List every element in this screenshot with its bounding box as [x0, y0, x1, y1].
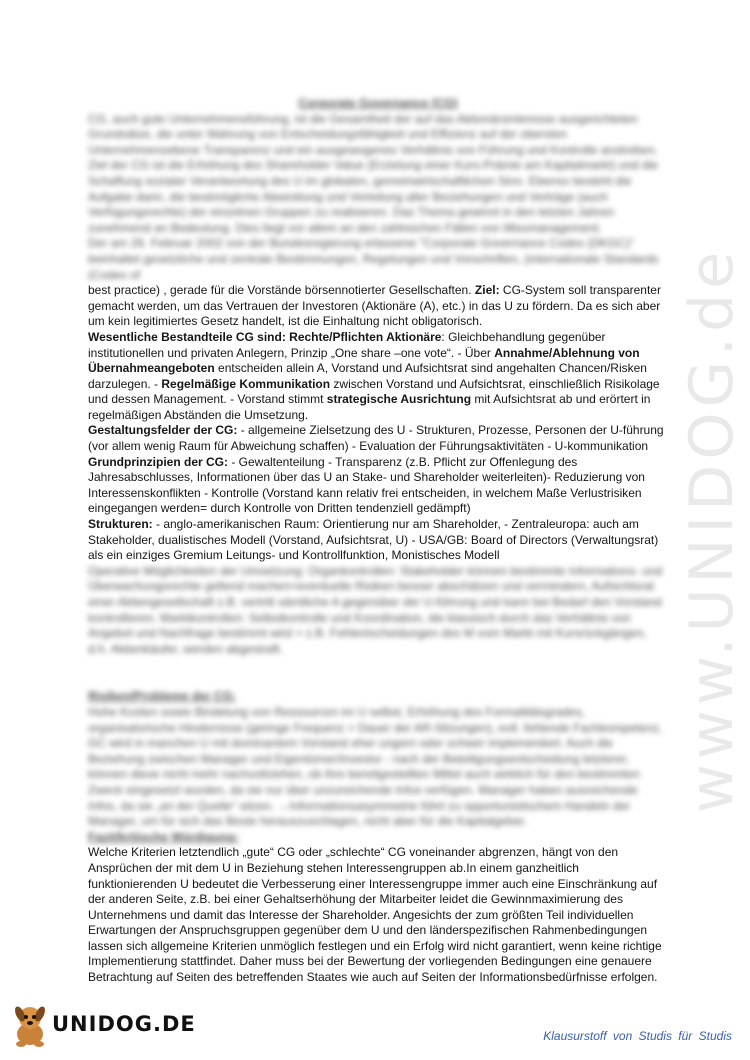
document-title: Corporate Governance (CG)	[298, 96, 458, 110]
strukturen-paragraph	[88, 517, 668, 564]
bestandteile-label: Wesentliche Bestandteile CG sind: Rechte/Pflichten Aktionäre	[88, 329, 442, 344]
site-watermark: www.UNIDOG.de	[677, 246, 747, 814]
gestaltungsfelder-paragraph	[88, 423, 668, 454]
visible-content	[88, 283, 668, 564]
logo-text: UNIDOG.DE	[52, 1012, 196, 1036]
blurred-paragraph: Der am 26. Februar 2002 von der Bundesregierung erlassene "Corporate Governance Codex (DKGC)" beinhaltet gesetzliche und zentrale Bestimmungen, Regelungen und Vorschriften, (internationale Standards (Codes of	[88, 236, 659, 282]
strukturen-label: Strukturen:	[88, 517, 153, 532]
blurred-paragraph: Ziel der CG ist die Erhöhung des Shareholder Value (Erzielung einer Kurs-Prämie am Kapitalmarkt) und die Schaffung sozialer Verantwortung des U im globalen, gemeinwirtschaftlichen Sinn. Ebenso besteht die Aufgabe darin, die bestmögliche Abwicklung und Verteilung aller Beziehungen und Verträge (auch Verfügungsrechte) der einzelnen Gruppen zu realisieren. Das Thema gewinnt in den letzten Jahren zunehmend an Bedeutung. Dies liegt vor allem an den zahlreichen Fällen von Missmanagement.	[88, 158, 659, 235]
unidog-logo	[6, 1002, 196, 1052]
grundprinzipien-label: Grundprinzipien der CG:	[88, 454, 228, 469]
ziel-label: Ziel:	[474, 283, 500, 298]
blurred-heading: Risiken/Probleme der CG:	[88, 689, 237, 704]
blurred-heading: Fazit/kritische Würdigung:	[88, 829, 239, 844]
blurred-paragraph: CG, auch gute Unternehmensführung, ist die Gesamtheit der auf das Aktionärsinteresse ausgerichteten Grundsätze, die unter Wahrung von Entscheidungsfähigkeit und Effizienz auf der obersten Unternehmensebene Transparenz und ein ausgewogenes Verhältnis von Führung und Kontrolle anstreben.	[88, 111, 658, 157]
blurred-middle	[88, 564, 668, 846]
fazit-section	[88, 845, 668, 985]
ziel-paragraph	[88, 283, 668, 330]
bestandteile-text: : Gleichbehandlung gegenüber institutionellen und privaten Anlegern, Prinzip „One share –one vote“. - Über	[88, 329, 606, 360]
bestandteile-text: entscheiden allein A, Vorstand und Aufsichtsrat sind angehalten Chancen/Risken darzulegen. -	[88, 361, 647, 391]
bestandteile-bold: Regelmäßige Kommunikation	[161, 376, 331, 391]
fazit-paragraph: Welche Kriterien letztendlich „gute“ CG oder „schlechte“ CG voneinander abgrenzen, hängt von den Ansprüchen der mit dem U in Beziehung stehen Interessengruppen ab.In einem ganzheitlich funktionierenden U bedeutet die Verbesserung einer Interessengruppe immer auch eine Einschränkung auf der anderen Seite, z.B. bei einer Gehaltserhöhung der Mitarbeiter leidet die Gewinnmaximierung des Unternehmens und damit das Interesse der Shareholder. Angesichts der zum größten Teil individuellen Erwartungen der Anspruchsgruppen gegenüber dem U und den länderspezifischen Rahmenbedingungen lassen sich allgemeine Kriterien unmöglich festlegen und ein Erfolg wird nicht garantiert, wenn keine richtige Implementierung stattfindet. Daher muss bei der Bewertung der vorliegenden Bedingungen eine genauere Betrachtung auf Seiten des betreffenden Staates wie auch auf Seiten der Informationsbedürfnisse erfolgen.	[88, 845, 662, 985]
blurred-paragraph: Hohe Kosten sowie Bindelung von Ressourcen im U selbst, Erhöhung des Formalitätsgrades, organisatorische Hindernisse (geringe Frequenz = Dauer der AR-Sitzungen), evtl. fehlende Fachkompetenz, GC wird in manchen U mit dominantem Vorstand eher ungern oder schwer implementiert. Auch die Beziehung zwischen Manager und Eigentümer/Investor - nach der Beteiligungsentscheidung letzterer, können diese nicht mehr nachvollziehen, ob ihre bereitgestellten Mittel auch wirklich für den bestimmten Zweck eingesetzt wurden, da sie nur über unzureichende Infos verfügen. Manager haben ausreichende Infos, da sie „an der Quelle“ sitzen. →Informationsasymmetrie führt zu opportunistischem Handeln der Manager, um für sich das Beste herauszuschlagen, nicht aber für die Kapitalgeber.	[88, 704, 662, 829]
ziel-text: CG-System soll transparenter gemacht werden, um das Vertrauen der Investoren (Aktionäre (A), etc.) in das U zu fördern. Da es sich aber um kein legitimiertes Gesetz handelt, ist die Einhaltung nicht obligatorisch.	[88, 283, 661, 329]
bestandteile-text: zwischen Vorstand und Aufsichtsrat, einschließlich Risikolage und dessen Management. - Vorstand stimmt	[88, 376, 660, 407]
gestaltungsfelder-text: - allgemeine Zielsetzung des U - Strukturen, Prozesse, Personen der U-führung (vor allem wenig Raum für Abweichung schaffen) - Evaluation der Führungsaktivitäten - U-kommunikation	[88, 423, 664, 454]
bestandteile-paragraph	[88, 330, 668, 424]
document-page	[88, 96, 668, 986]
grundprinzipien-paragraph	[88, 455, 668, 517]
strukturen-text: - anglo-amerikanischen Raum: Orientierung nur am Shareholder, - Zentraleuropa: auch am Stakeholder, dualistisches Modell (Vorstand, Aufsichtsrat, U) - USA/GB: Board of Directors (Verwaltungsrat) als ein einziges Gremium Leitungs- und Kontrollfunktion, Monistisches Modell	[88, 517, 659, 563]
bestandteile-text: mit Aufsichtsrat ab und erörtert in regelmäßigen Abständen die Umsetzung.	[88, 392, 651, 422]
blurred-paragraph: Operative Möglichkeiten der Umsetzung: Organkontrollen: Stakeholder können bestimmte Informations- und Überwachungsrechte geltend machen=eventuelle Risiken besser abschätzen und vermindern, Aufsichtsrat einer Aktiengesellschaft z.B. vertritt sämtliche A gegenüber der U-führung und kann bei Bedarf den Vorstand kontrollieren. Marktkontrollen: Selbstkontrolle und Koordination, die klassisch durch das Verhältnis von Angebot und Nachfrage bestimmt wird = z.B. Fehlentscheidungen des M vom Markt mit Kursrückgängen, d.h. Aktienkäufer, werden abgestraft.	[88, 563, 663, 656]
best-practice-text: best practice) , gerade für die Vorstände börsennotierter Gesellschaften.	[88, 283, 472, 298]
bestandteile-bold: Annahme/Ablehnung von Übernahmeangeboten	[88, 345, 640, 376]
grundprinzipien-text: - Gewaltenteilung - Transparenz (z.B. Pflicht zur Offenlegung des Jahresabschlusses, Informationen über das U an Stake- und Shareholder weiterleiten)- Reduzierung von Interessenskonflikten - Kontrolle (Vorstand kann relativ frei entscheiden, in welchem Maße Verlustrisiken eingegangen werden= durch Kontrolle von Dritten tendenziell gedämpft)	[88, 454, 645, 516]
footer-slogan: Klausurstoff von Studis für Studis	[543, 1029, 732, 1043]
bestandteile-bold: strategische Ausrichtung	[326, 392, 472, 407]
blurred-intro	[88, 96, 668, 283]
gestaltungsfelder-label: Gestaltungsfelder der CG:	[88, 423, 238, 438]
dog-icon	[6, 1002, 52, 1050]
